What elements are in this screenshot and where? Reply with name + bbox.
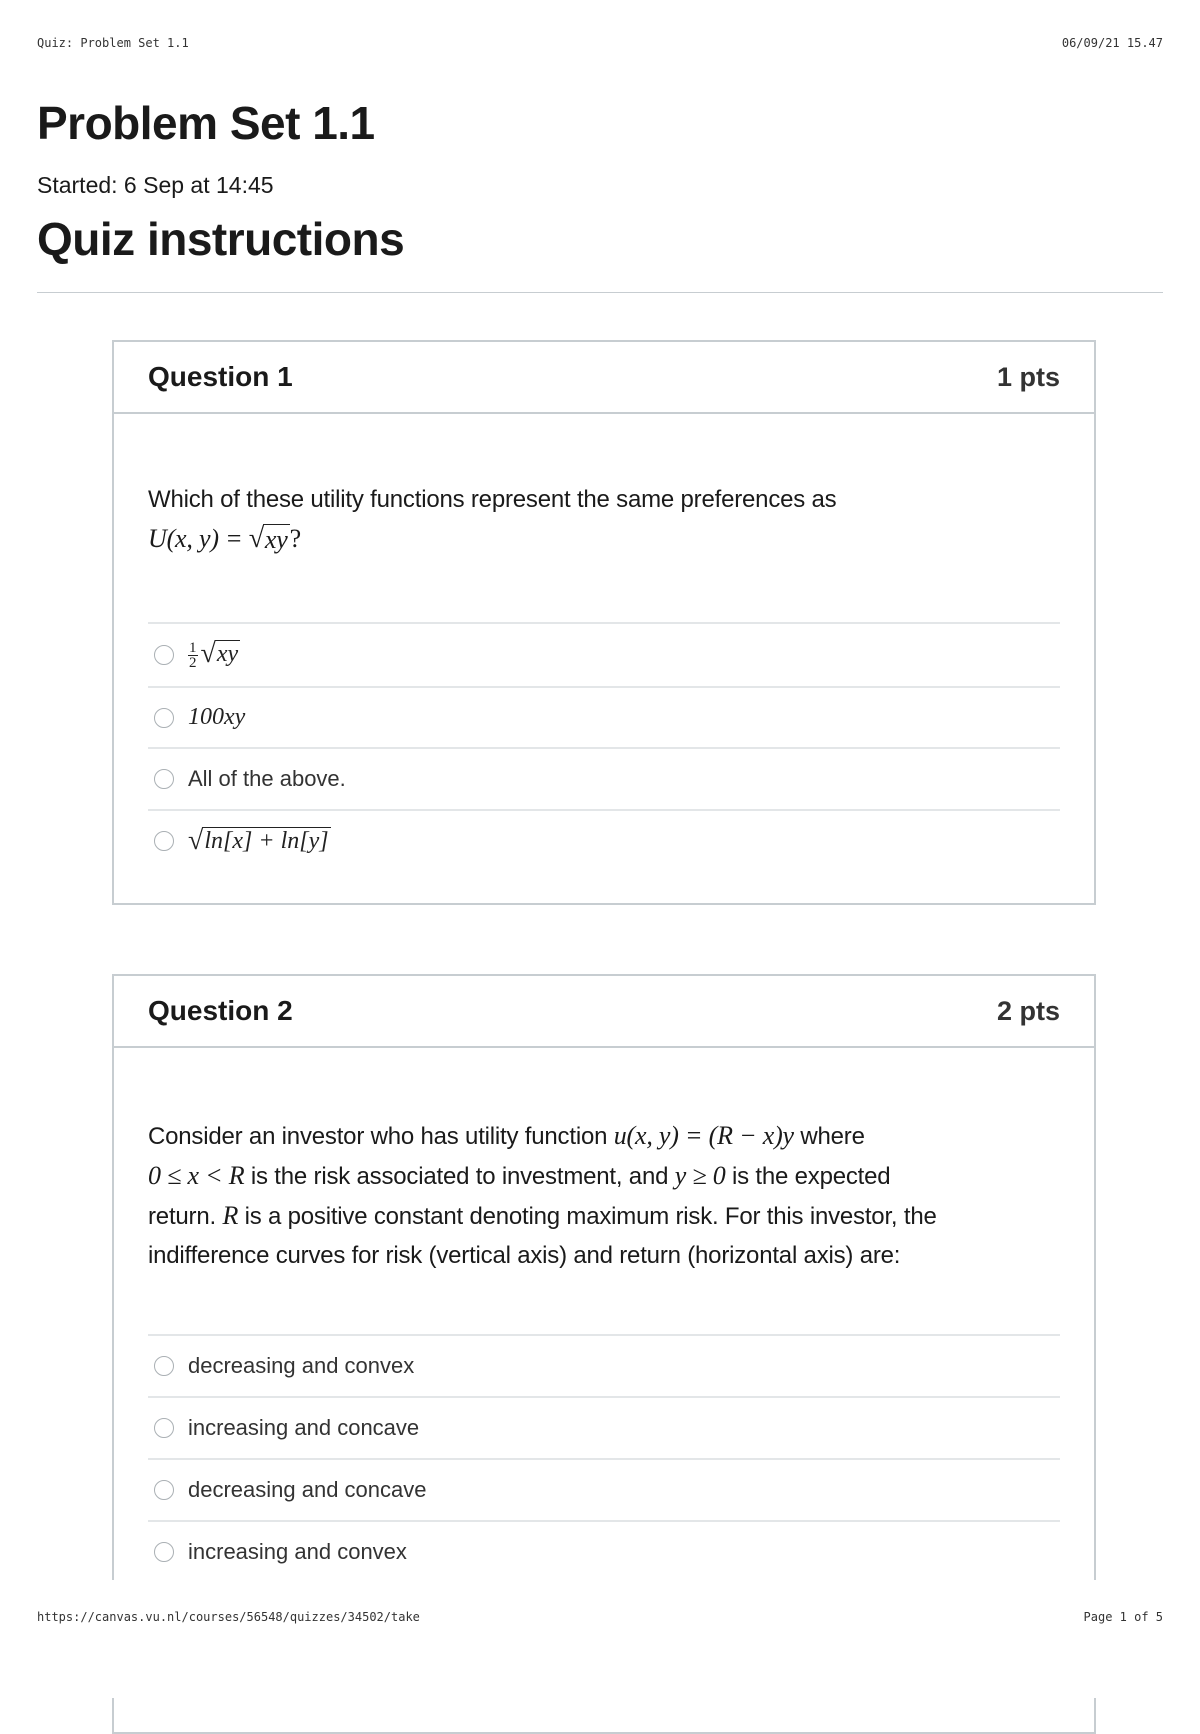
print-footer-page-number: Page 1 of 5: [1083, 1610, 1163, 1624]
answer-list: [148, 1334, 1060, 1582]
print-footer: [37, 1610, 1163, 1624]
radio-button[interactable]: [154, 1356, 174, 1376]
answer-formula: [188, 637, 240, 672]
prompt-text: is a positive constant denoting maximum risk. For this investor, the: [238, 1203, 937, 1230]
answer-list: [148, 622, 1060, 871]
answer-label: All of the above.: [188, 766, 346, 791]
radio-button[interactable]: [154, 831, 174, 851]
question-prompt: [148, 1048, 1060, 1334]
answer-option[interactable]: [148, 1334, 1060, 1396]
prompt-text: Which of these utility functions represent the same preferences as: [148, 486, 837, 513]
started-timestamp: Started: 6 Sep at 14:45: [37, 172, 274, 198]
page-title: Problem Set 1.1: [37, 97, 375, 149]
print-footer-url: https://canvas.vu.nl/courses/56548/quizzes/34502/take: [37, 1610, 420, 1624]
question-prompt: [148, 414, 1060, 622]
prompt-text: return.: [148, 1203, 223, 1230]
question-points: 2 pts: [996, 995, 1060, 1026]
prompt-text: is the risk associated to investment, and: [244, 1163, 675, 1190]
question-title: Question 2: [148, 995, 293, 1026]
sqrt-symbol: √ xy: [248, 523, 288, 554]
answer-formula: 100xy: [188, 704, 246, 730]
fraction: [188, 641, 198, 670]
sqrt-symbol: √ ln[x] + ln[y]: [188, 824, 329, 856]
formula-radicand: xy: [264, 524, 288, 554]
answer-label: decreasing and concave: [188, 1477, 427, 1502]
radio-button[interactable]: [154, 769, 174, 789]
question-header: [114, 976, 1094, 1048]
prompt-formula: [148, 524, 301, 553]
sqrt-symbol: √ xy: [200, 637, 239, 669]
answer-radicand: xy: [216, 641, 239, 668]
page-margin: [0, 1580, 1200, 1698]
question-1: [112, 340, 1096, 905]
prompt-formula: 0 ≤ x < R: [148, 1161, 245, 1190]
answer-radicand: ln[x] + ln[y]: [204, 828, 329, 855]
question-title: Question 1: [148, 361, 293, 392]
answer-formula: [188, 824, 331, 856]
print-header-timestamp: 06/09/21 15.47: [1061, 36, 1163, 50]
question-body: [114, 1048, 1094, 1582]
radio-button[interactable]: [154, 645, 174, 665]
prompt-formula: u(x, y) = (R − x)y: [613, 1121, 794, 1150]
prompt-text: Consider an investor who has utility function: [148, 1123, 614, 1150]
answer-option[interactable]: [148, 809, 1060, 871]
answer-option[interactable]: [148, 1396, 1060, 1458]
answer-label: increasing and concave: [188, 1415, 420, 1440]
prompt-formula: R: [222, 1201, 239, 1230]
question-body: [114, 414, 1094, 871]
section-title: Quiz instructions: [37, 213, 405, 265]
answer-option[interactable]: [148, 622, 1060, 686]
question-points: 1 pts: [996, 361, 1060, 392]
fraction-denominator: 2: [189, 655, 197, 672]
answer-label: decreasing and convex: [188, 1353, 415, 1378]
radio-button[interactable]: [154, 1418, 174, 1438]
radio-button[interactable]: [154, 1542, 174, 1562]
fraction-numerator: 1: [189, 640, 197, 657]
answer-option[interactable]: [148, 686, 1060, 747]
answer-option[interactable]: [148, 747, 1060, 809]
radio-button[interactable]: [154, 708, 174, 728]
print-header-title: Quiz: Problem Set 1.1: [37, 36, 189, 50]
formula-suffix: ?: [289, 524, 301, 553]
prompt-formula: y ≥ 0: [674, 1161, 726, 1190]
question-header: [114, 342, 1094, 414]
divider: [37, 292, 1163, 293]
radio-button[interactable]: [154, 1480, 174, 1500]
prompt-text: where: [793, 1123, 865, 1150]
prompt-text: is the expected: [725, 1163, 891, 1190]
formula-lhs: U(x, y) =: [148, 524, 249, 553]
prompt-text: indifference curves for risk (vertical axis) and return (horizontal axis) are:: [148, 1242, 901, 1269]
answer-label: increasing and convex: [188, 1539, 407, 1564]
answer-option[interactable]: [148, 1458, 1060, 1520]
answer-option[interactable]: [148, 1520, 1060, 1582]
print-header: [37, 36, 1163, 50]
